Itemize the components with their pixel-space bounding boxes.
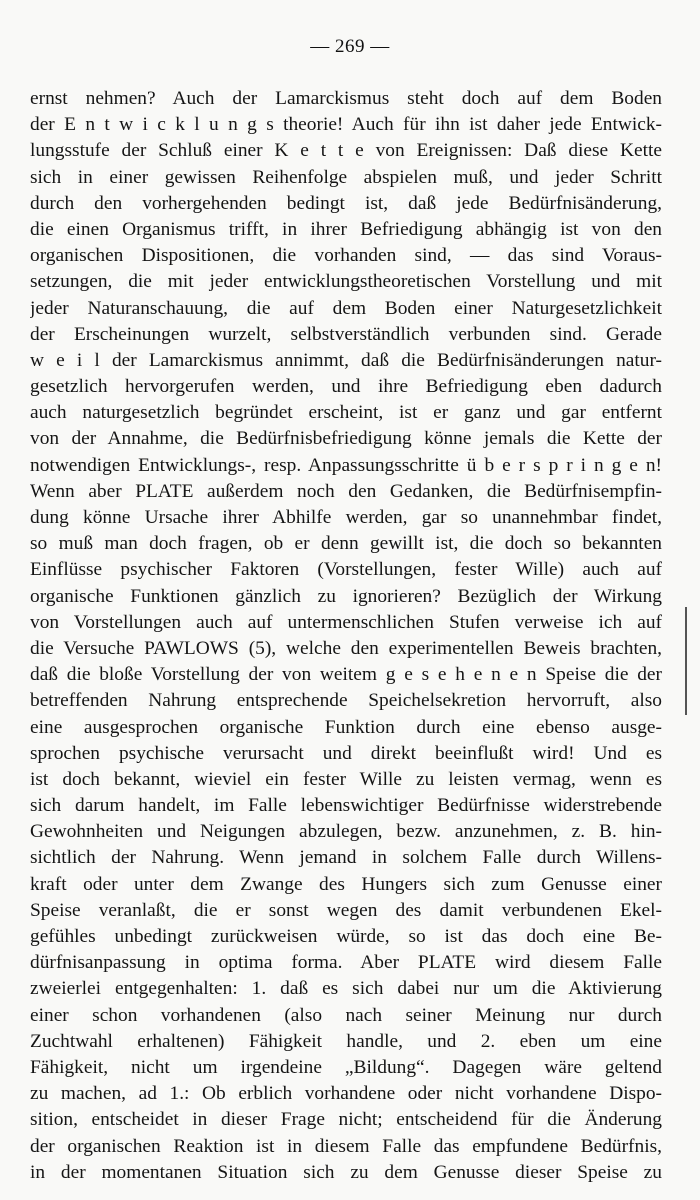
page-number: — 269 — (310, 36, 390, 57)
text-line: in der momentanen Situation sich zu dem Genusse dieser Speise zu (30, 1161, 662, 1183)
text-line: zu machen, ad 1.: Ob erblich vorhandene oder nicht vorhandene Dispo- (30, 1083, 662, 1105)
text-line: dürfnisanpassung in optima forma. Aber PLATE wird diesem Falle (30, 952, 662, 974)
text-line: sichtlich der Nahrung. Wenn jemand in solchem Falle durch Willens- (30, 847, 662, 869)
text-line: sich darum handelt, im Falle lebenswichtiger Bedürfnisse widerstrebende (30, 795, 662, 817)
text-line: der E n t w i c k l u n g s theorie! Auch für ihn ist daher jede Entwick- (30, 114, 662, 136)
text-line: Wenn aber PLATE außerdem noch den Gedanken, die Bedürfnisempfin- (30, 480, 662, 502)
body-text (30, 86, 662, 1186)
text-line: daß die bloße Vorstellung der von weitem g e s e h e n e n Speise die der (30, 664, 662, 686)
text-line: Fähigkeit, nicht um irgendeine „Bildung“. Dagegen wäre geltend (30, 1056, 662, 1078)
text-line: von Vorstellungen auch auf untermenschlichen Stufen verweise ich auf (30, 611, 662, 633)
text-line: dung könne Ursache ihrer Abhilfe werden, gar so unannehmbar findet, (30, 507, 662, 528)
text-line: Gewohnheiten und Neigungen abzulegen, bezw. anzunehmen, z. B. hin- (30, 821, 662, 843)
text-line: von der Annahme, die Bedürfnisbefriedigung könne jemals die Kette der (30, 428, 662, 450)
text-line: w e i l der Lamarckismus annimmt, daß die Bedürfnisänderungen natur- (30, 349, 662, 371)
text-line: gesetzlich hervorgerufen werden, und ihre Befriedigung eben dadurch (30, 376, 662, 398)
text-line: sition, entscheidet in dieser Frage nicht; entscheidend für die Änderung (30, 1109, 662, 1131)
text-line: durch den vorhergehenden bedingt ist, daß jede Bedürfnisänderung, (30, 192, 662, 214)
text-line: ist doch bekannt, wieviel ein fester Wille zu leisten vermag, wenn es (30, 768, 662, 790)
text-line: Speise veranlaßt, die er sonst wegen des damit verbundenen Ekel- (30, 899, 662, 921)
text-line: kraft oder unter dem Zwange des Hungers sich zum Genusse einer (30, 873, 662, 895)
text-line: sich in einer gewissen Reihenfolge abspielen muß, und jeder Schritt (30, 166, 662, 188)
text-line: einer schon vorhandenen (also nach seiner Meinung nur durch (30, 1004, 662, 1026)
text-line: gefühles unbedingt zurückweisen würde, so ist das doch eine Be- (30, 926, 662, 947)
text-line: lungsstufe der Schluß einer K e t t e von Ereignissen: Daß diese Kette (30, 140, 662, 162)
text-line: Zuchtwahl erhaltenen) Fähigkeit handle, und 2. eben um eine (30, 1030, 662, 1052)
text-line: sprochen psychische verursacht und direkt beeinflußt wird! Und es (30, 742, 662, 764)
text-line: jeder Naturanschauung, die auf dem Boden einer Naturgesetzlichkeit (30, 297, 662, 319)
text-line: die Versuche PAWLOWS (5), welche den experimentellen Beweis brachten, (30, 637, 662, 659)
text-line: organischen Dispositionen, die vorhanden sind, — das sind Voraus- (30, 245, 662, 267)
text-line: betreffenden Nahrung entsprechende Speichelsekretion hervorruft, also (30, 690, 662, 712)
text-line: zweierlei entgegenhalten: 1. daß es sich dabei nur um die Aktivierung (30, 978, 662, 1000)
text-line: so muß man doch fragen, ob er denn gewillt ist, die doch so bekannten (30, 533, 662, 555)
text-line: der organischen Reaktion ist in diesem Falle das empfundene Bedürfnis, (30, 1135, 662, 1157)
text-line: organische Funktionen gänzlich zu ignorieren? Bezüglich der Wirkung (30, 585, 662, 607)
text-line: notwendigen Entwicklungs-, resp. Anpassungsschritte ü b e r s p r i n g e n! (30, 454, 662, 476)
text-line: die einen Organismus trifft, in ihrer Befriedigung abhängig ist von den (30, 218, 662, 240)
text-line: setzungen, die mit jeder entwicklungstheoretischen Vorstellung und mit (30, 271, 662, 293)
margin-mark (685, 607, 687, 715)
text-line: auch naturgesetzlich begründet erscheint, ist er ganz und gar entfernt (30, 402, 662, 424)
text-line: ernst nehmen? Auch der Lamarckismus steht doch auf dem Boden (30, 88, 662, 109)
text-line: eine ausgesprochen organische Funktion durch eine ebenso ausge- (30, 716, 662, 738)
text-line: der Erscheinungen wurzelt, selbstverständlich verbunden sind. Gerade (30, 323, 662, 345)
text-line: Einflüsse psychischer Faktoren (Vorstellungen, fester Wille) auch auf (30, 559, 662, 581)
